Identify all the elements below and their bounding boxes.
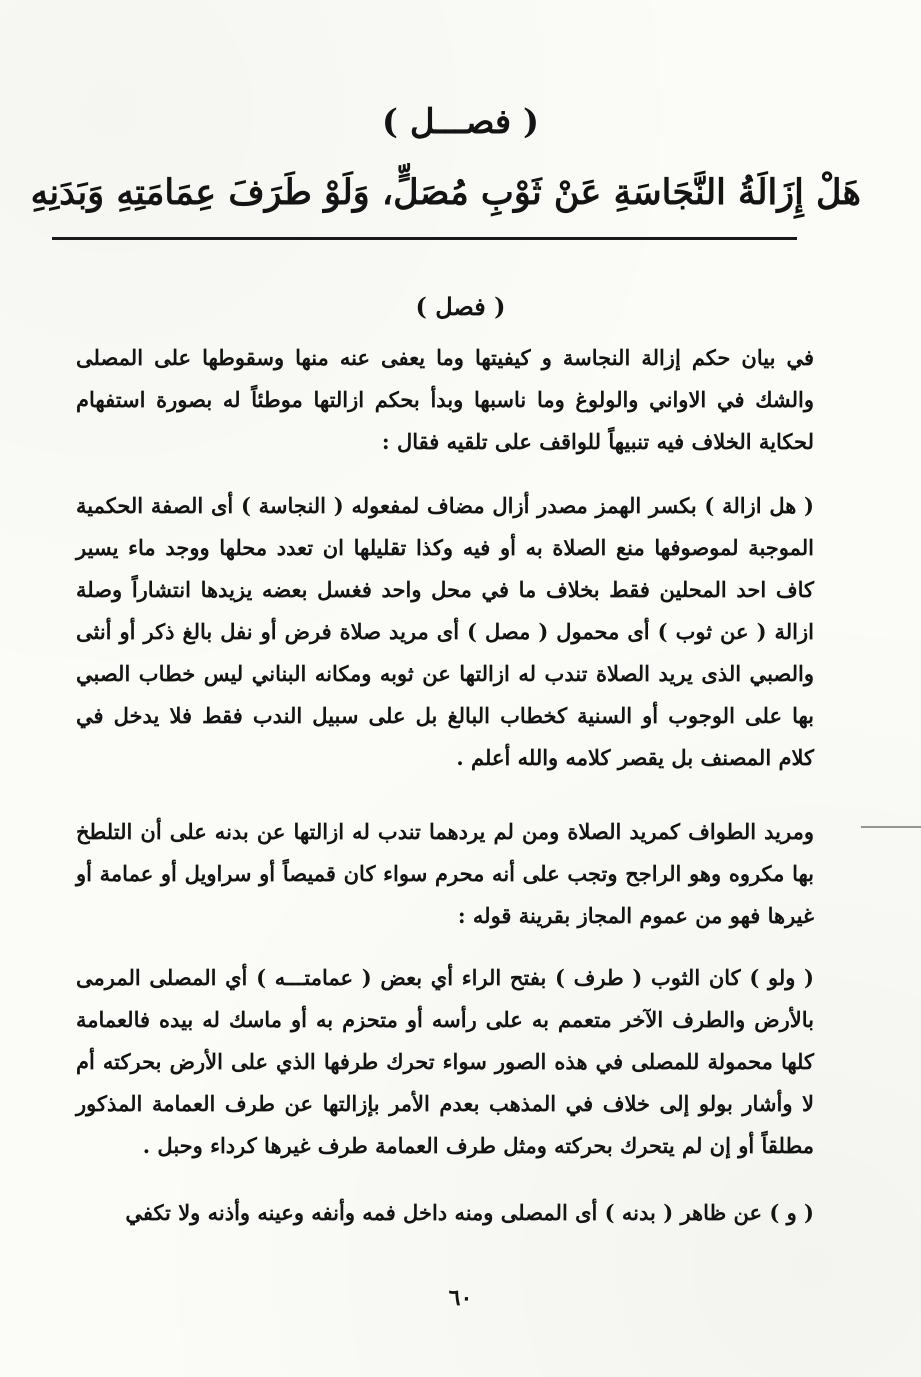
- paragraph-1: في بيان حكم إزالة النجاسة و كيفيتها وما يعفى عنه منها وسقوطها على المصلى والشك في الاواني والولوغ وما ناسبها وبدأ بحكم ازالتها موطئاً له بصورة استفهام لحكاية الخلاف فيه تنبيهاً للواقف على تلقيه فقال :: [76, 345, 814, 454]
- paragraph-2: ( هل ازالة ) بكسر الهمز مصدر أزال مضاف لمفعوله ( النجاسة ) أى الصفة الحكمية الموجبة لموصوفها منع الصلاة به أو فيه وكذا تقليلها ان تعدد محلها ووجد ماء يسير كاف احد المحلين فقط بخلاف ما في محل واحد فغسل بعضه يزيدها انتشاراً وصلة ازالة ( عن ثوب ) أى محمول ( مصل ) أى مريد صلاة فرض أو نفل بالغ ذكر أو أنثى والصبي الذى يريد الصلاة تندب له ازالتها عن ثوبه ومكانه البناني ليس خطاب الصبي بها على الوجوب أو السنية كخطاب البالغ بل على سبيل الندب فقط فلا يدخل في كلام المصنف بل يقصر كلامه والله أعلم .: [76, 493, 814, 770]
- paragraph-5: ( و ) عن ظاهر ( بدنه ) أى المصلى ومنه داخل فمه وأنفه وعينه وأذنه ولا تكفي: [125, 1200, 814, 1225]
- paragraph-4: ( ولو ) كان الثوب ( طرف ) بفتح الراء أي بعض ( عمامتـــه ) أي المصلى المرمى بالأرض والطرف الآخر متعمم به على رأسه أو متحزم به أو ماسك له بيده فالعمامة كلها محمولة للمصلى في هذه الصور سواء تحرك طرفها الذي على الأرض بحركته أم لا وأشار بولو إلى خلاف في المذهب بعدم الأمر بإزالتها عن طرف العمامة المذكور مطلقاً أو إن لم يتحرك بحركته ومثل طرف العمامة طرف غيرها كرداء وحبل .: [76, 965, 814, 1158]
- commentary-subheading: ( فصل ): [415, 292, 506, 321]
- margin-mark: [861, 826, 921, 828]
- paragraph-3: ومريد الطواف كمريد الصلاة ومن لم يردهما تندب له ازالتها عن بدنه على أن التلطخ بها مكروه وهو الراجح وتجب على أنه محرم سواء كان قميصاً أو سراويل أو عمامة أو غيرها فهو من عموم المجاز بقرينة قوله :: [76, 819, 814, 928]
- horizontal-divider: [52, 237, 797, 240]
- matn-heading: هَلْ إِزَالَةُ النَّجَاسَةِ عَنْ ثَوْبِ مُصَلٍّ، وَلَوْ طَرَفَ عِمَامَتِهِ وَبَدَنِهِ: [30, 172, 861, 213]
- page-number: ٦٠: [448, 1285, 473, 1311]
- section-title: ( فصـــل ): [381, 102, 540, 142]
